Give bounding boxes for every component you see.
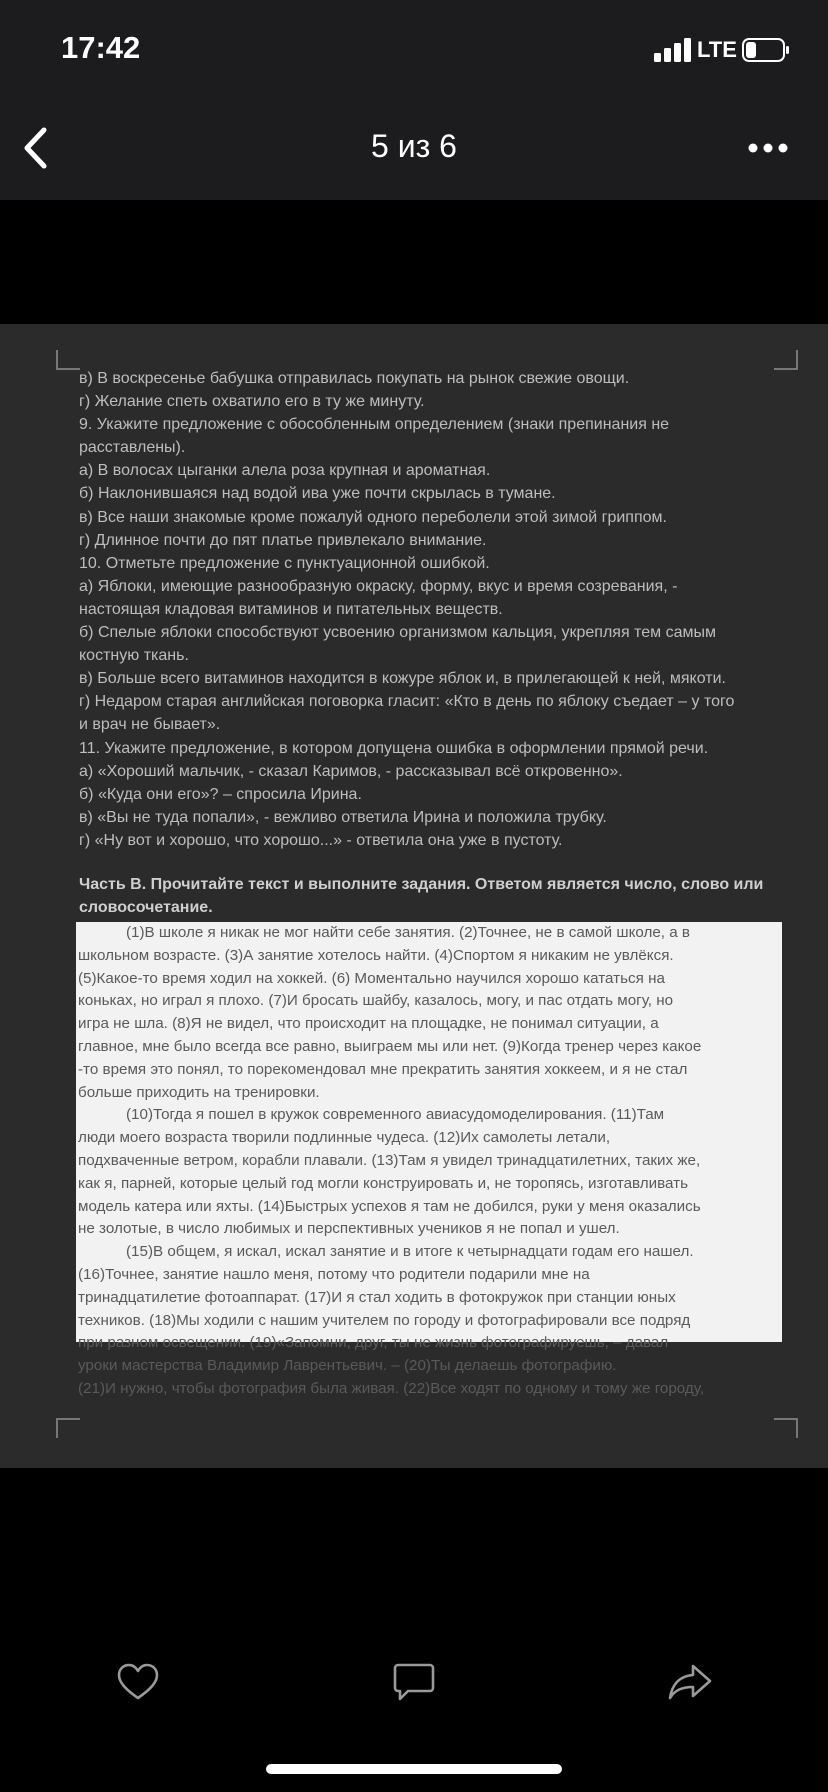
page-counter: 5 из 6 bbox=[371, 128, 457, 164]
text-line: и врач не бывает». bbox=[79, 716, 221, 734]
more-button[interactable] bbox=[740, 128, 796, 168]
header bbox=[0, 0, 828, 200]
text-line: 9. Укажите предложение с обособленным определением (знаки препинания не bbox=[79, 416, 670, 434]
photo-image[interactable] bbox=[0, 324, 828, 1468]
passage-line: главное, мне было всегда все равно, выиграем мы или нет. (9)Когда тренер через какое bbox=[78, 1037, 702, 1055]
passage-box bbox=[76, 922, 782, 1397]
back-button[interactable] bbox=[16, 120, 56, 176]
scan-corner-mark bbox=[56, 350, 80, 370]
text-line: б) Спелые яблоки способствуют усвоению организмом кальция, укрепляя тем самым bbox=[79, 624, 716, 642]
passage-line: модель катера или яхты. (14)Быстрых успехов я там не добился, руки у меня оказались bbox=[78, 1197, 701, 1215]
text-line: г) «Ну вот и хорошо, что хорошо...» - ответила она уже в пустоту. bbox=[79, 831, 563, 849]
questions-text bbox=[79, 367, 789, 852]
passage-line: люди моего возраста творили подлинные чудеса. (12)Их самолеты летали, bbox=[78, 1129, 611, 1147]
passage-text bbox=[78, 922, 780, 1401]
more-dots-icon bbox=[748, 143, 788, 153]
text-line: г) Длинное почти до пят платье привлекало внимание. bbox=[79, 531, 487, 549]
text-line: г) Недаром старая английская поговорка гласит: «Кто в день по яблоку съедает – у того bbox=[79, 693, 735, 711]
heart-icon bbox=[117, 1663, 159, 1701]
chevron-left-icon bbox=[22, 126, 50, 170]
passage-line: как я, парней, которые целый год могли конструировать и, не торопясь, изготавливать bbox=[78, 1174, 689, 1192]
battery-icon bbox=[742, 38, 790, 62]
passage-line: тринадцатилетие фотоаппарат. (17)И я стал ходить в фотокружок при станции юных bbox=[78, 1288, 676, 1306]
passage-line: коньках, но играл я плохо. (7)И бросать шайбу, казалось, могу, и пас отдать могу, но bbox=[78, 992, 674, 1010]
passage-line: (1)В школе я никак не мог найти себе занятия. (2)Точнее, не в самой школе, а в bbox=[126, 924, 690, 941]
passage-line: игра не шла. (8)Я не видел, что происходит на площадке, не понимал ситуации, а bbox=[78, 1015, 659, 1033]
share-button[interactable] bbox=[660, 1654, 720, 1710]
passage-line: (21)И нужно, чтобы фотография была живая. (22)Все ходят по одному и тому же городу, bbox=[78, 1379, 705, 1397]
text-line: 11. Укажите предложение, в котором допущена ошибка в оформлении прямой речи. bbox=[79, 739, 709, 757]
text-line: настоящая кладовая витаминов и питательных веществ. bbox=[79, 600, 503, 618]
passage-line: школьном возрасте. (3)А занятие хотелось найти. (4)Спортом я никаким не увлёкся. bbox=[78, 946, 674, 964]
passage-line: (10)Тогда я пошел в кружок современного авиасудомоделирования. (11)Там bbox=[126, 1106, 665, 1124]
home-indicator bbox=[266, 1764, 562, 1774]
signal-bars-icon bbox=[654, 38, 694, 62]
passage-line: -то время это понял, то порекомендовал мне прекратить занятия хоккеем, и я не стал bbox=[78, 1060, 688, 1078]
scan-corner-mark bbox=[56, 1418, 80, 1438]
comment-icon bbox=[393, 1662, 435, 1702]
text-line: расставлены). bbox=[79, 439, 186, 457]
text-line: в) В воскресенье бабушка отправилась покупать на рынок свежие овощи. bbox=[79, 370, 630, 387]
passage-line: техников. (18)Мы ходили с нашим учителем по городу и фотографировали все подряд bbox=[78, 1311, 691, 1329]
passage-line: уроки мастерства Владимир Лаврентьевич. – (20)Ты делаешь фотографию. bbox=[78, 1357, 617, 1375]
like-button[interactable] bbox=[108, 1654, 168, 1710]
text-line: б) «Куда они его»? – спросила Ирина. bbox=[79, 785, 362, 803]
passage-line: (16)Точнее, занятие нашло меня, потому что родители подарили мне на bbox=[78, 1265, 590, 1283]
text-line: б) Наклонившаяся над водой ива уже почти скрылась в тумане. bbox=[79, 485, 556, 503]
status-time: 17:42 bbox=[61, 30, 141, 65]
network-label: LTE bbox=[697, 37, 737, 62]
text-line: в) Больше всего витаминов находится в кожуре яблок и, в прилегающей к ней, мякоти. bbox=[79, 670, 726, 688]
part-b-heading bbox=[79, 873, 789, 919]
text-line: в) Все наши знакомые кроме пожалуй одного переболели этой зимой гриппом. bbox=[79, 508, 667, 526]
heading-line: Часть В. Прочитайте текст и выполните задания. Ответом является число, слово или bbox=[79, 876, 764, 893]
heading-line: словосочетание. bbox=[79, 899, 213, 916]
scan-corner-mark bbox=[774, 1418, 798, 1438]
passage-line: (15)В общем, я искал, искал занятие и в итоге к четырнадцати годам его нашел. bbox=[126, 1243, 694, 1261]
text-line: а) В волосах цыганки алела роза крупная и ароматная. bbox=[79, 462, 491, 480]
passage-line: подхваченные ветром, корабли плавали. (13)Там я увидел тринадцатилетних, таких же, bbox=[78, 1151, 701, 1169]
text-line: г) Желание спеть охватило его в ту же минуту. bbox=[79, 393, 425, 411]
text-line: а) Яблоки, имеющие разнообразную окраску, форму, вкус и время созревания, - bbox=[79, 577, 678, 595]
share-arrow-icon bbox=[668, 1663, 712, 1701]
text-line: а) «Хороший мальчик, - сказал Каримов, - рассказывал всё откровенно». bbox=[79, 762, 623, 780]
passage-line: при разном освещении. (19)«Запомни, друг, ты не жизнь фотографируешь, – давал bbox=[78, 1334, 669, 1352]
text-line: костную ткань. bbox=[79, 647, 189, 665]
passage-line: (5)Какое-то время ходил на хоккей. (6) Моментально научился хорошо кататься на bbox=[78, 969, 665, 987]
passage-line: не золотые, в число любимых и перспективных учеников я не попал и ушел. bbox=[78, 1220, 620, 1238]
text-line: в) «Вы не туда попали», - вежливо ответила Ирина и положила трубку. bbox=[79, 808, 607, 826]
comment-button[interactable] bbox=[384, 1654, 444, 1710]
text-line: 10. Отметьте предложение с пунктуационной ошибкой. bbox=[79, 554, 490, 572]
passage-line: больше приходить на тренировки. bbox=[78, 1083, 320, 1101]
